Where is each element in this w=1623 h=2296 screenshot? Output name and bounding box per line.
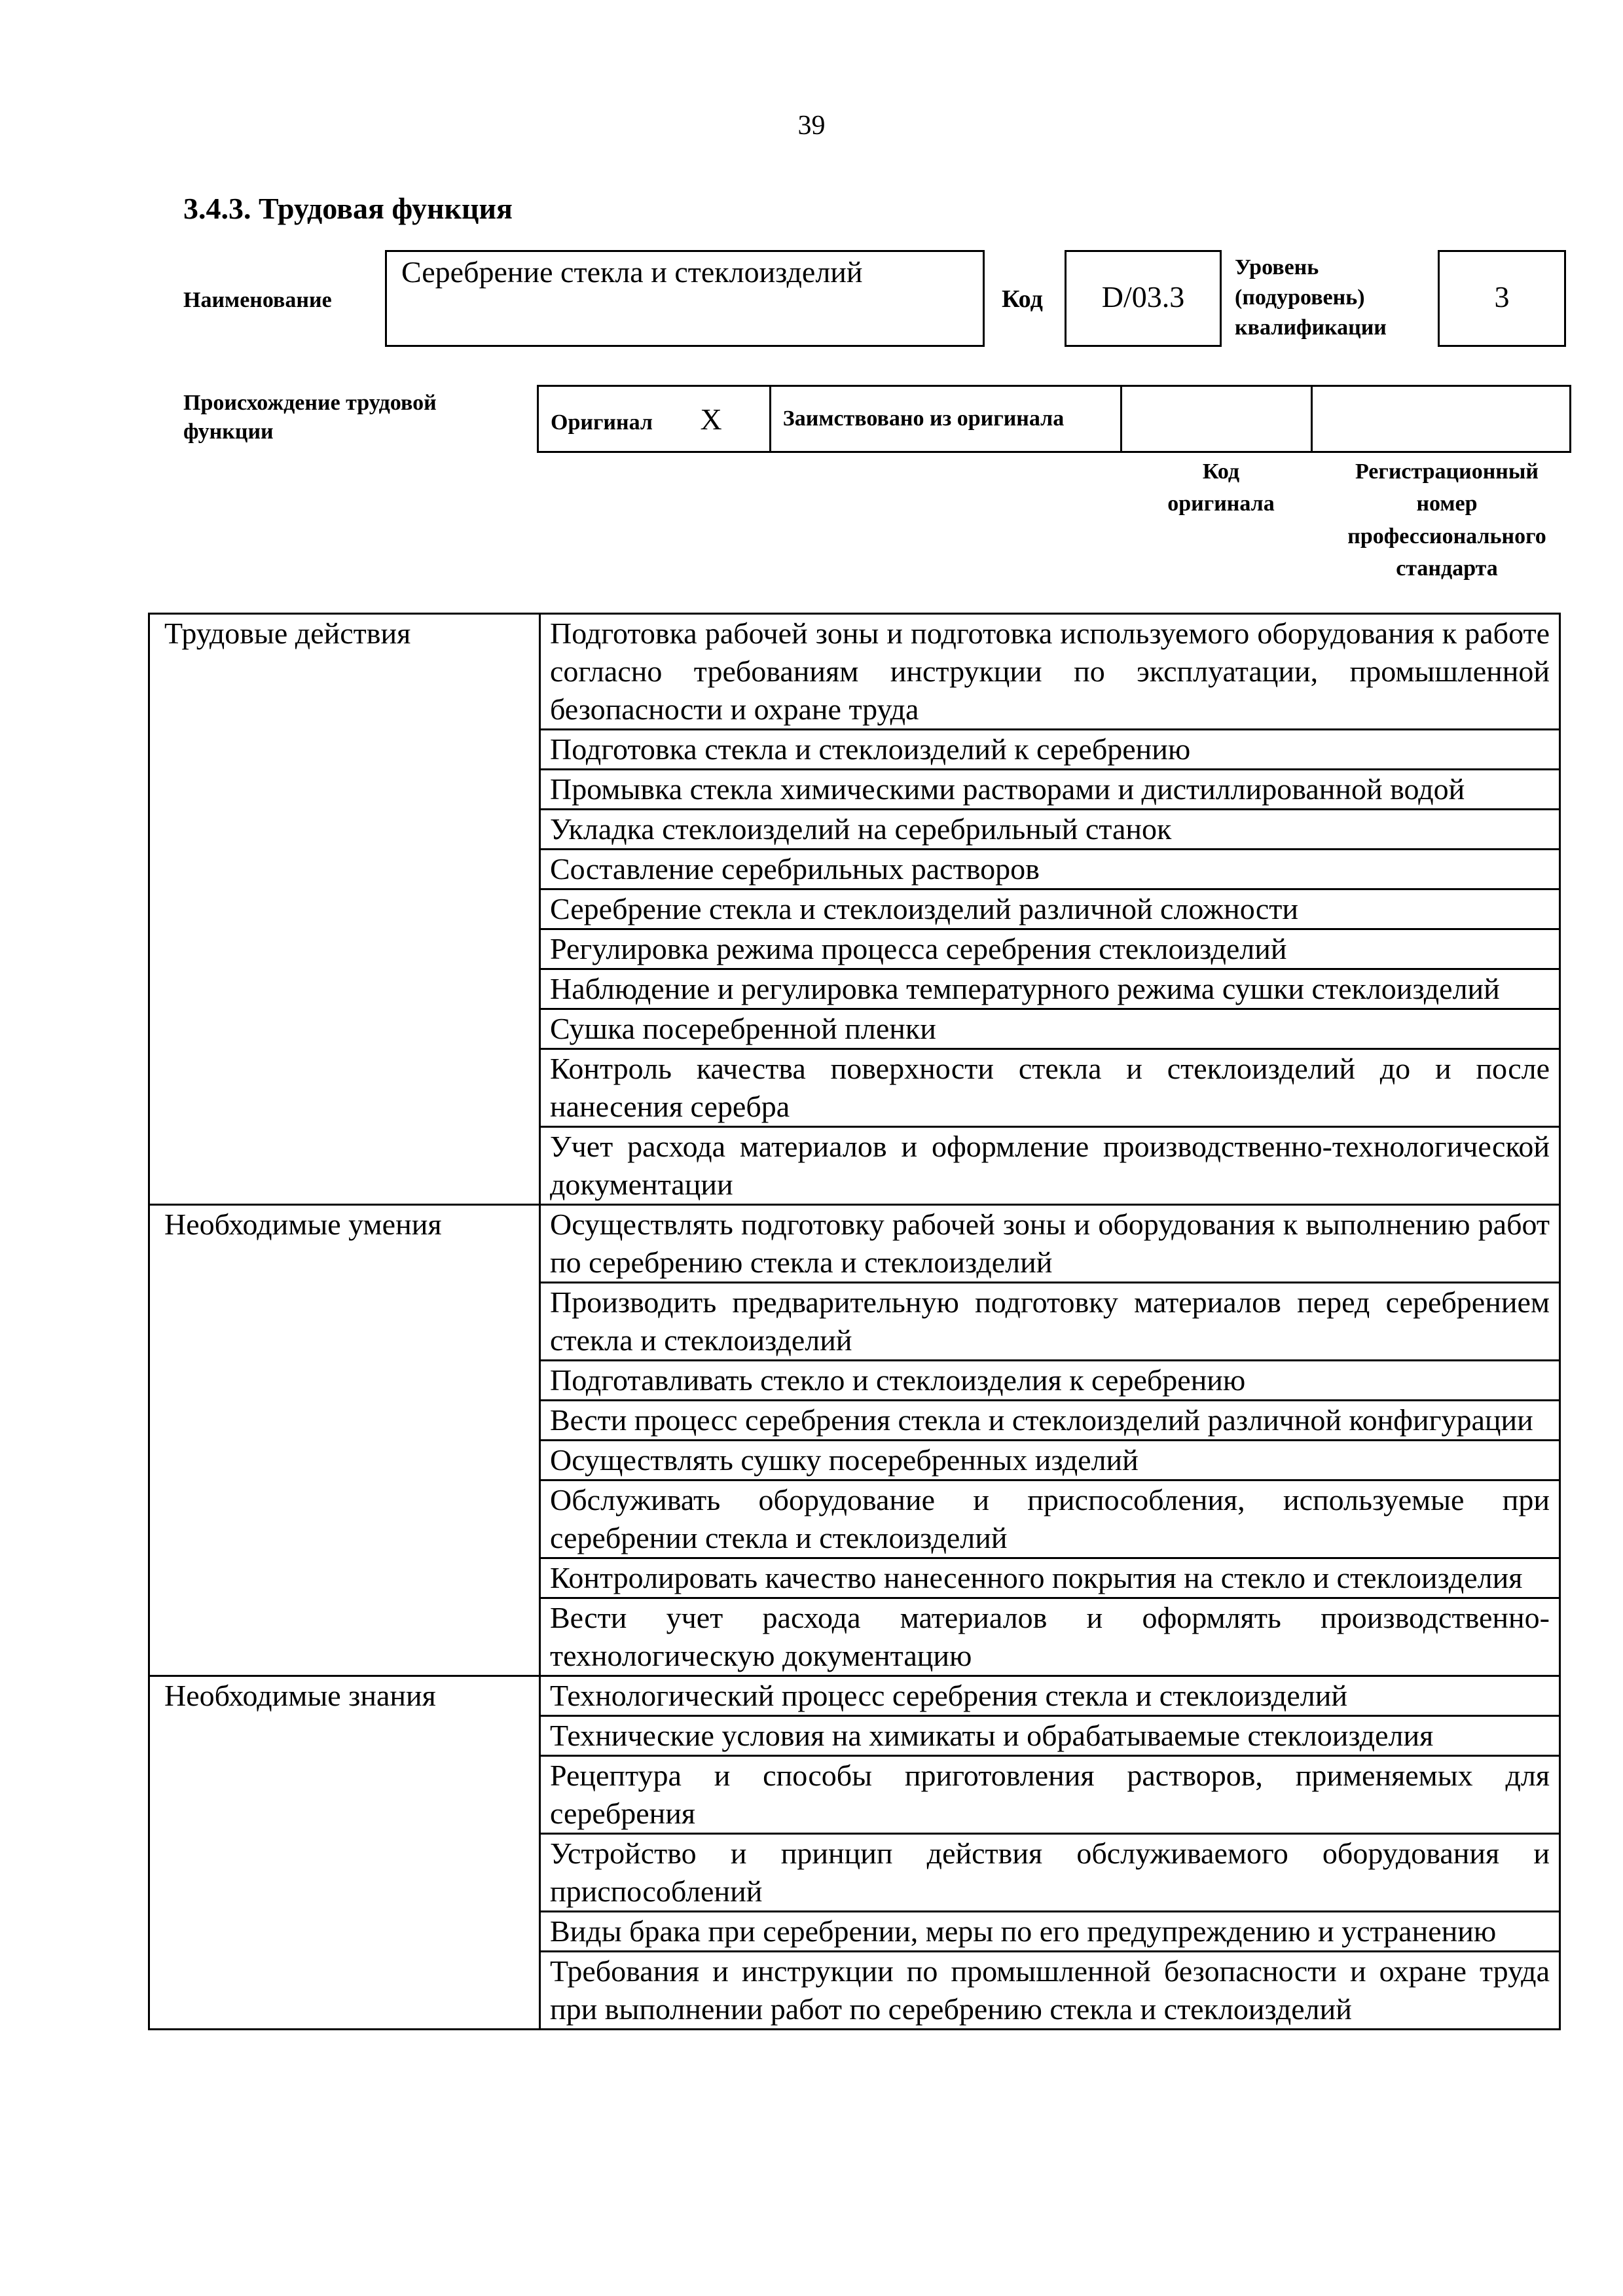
origin-table xyxy=(537,385,1571,453)
original-label: Оригинал xyxy=(551,410,653,435)
registration-number-cell xyxy=(1311,386,1570,452)
section-item: Рецептура и способы приготовления растворов, применяемых для серебрения xyxy=(540,1756,1560,1834)
page-number: 39 xyxy=(797,111,826,141)
section-item: Подготовка рабочей зоны и подготовка используемого оборудования к работе согласно требованиям инструкции по эксплуатации, промышленной безопасности и охране труда xyxy=(540,614,1560,730)
registration-number-caption xyxy=(1316,456,1578,584)
section-item: Подготавливать стекло и стеклоизделия к серебрению xyxy=(540,1361,1560,1401)
section-item: Регулировка режима процесса серебрения стеклоизделий xyxy=(540,929,1560,969)
level-label-line-3: квалификации xyxy=(1235,315,1387,340)
level-label xyxy=(1235,253,1387,343)
table-row xyxy=(149,1676,1560,1716)
level-value-box xyxy=(1438,250,1566,347)
section-item: Контролировать качество нанесенного покрытия на стекло и стеклоизделия xyxy=(540,1558,1560,1598)
section-item: Технические условия на химикаты и обрабатываемые стеклоизделия xyxy=(540,1716,1560,1756)
code-value: D/03.3 xyxy=(1101,280,1185,314)
section-item: Вести процесс серебрения стекла и стеклоизделий различной конфигурации xyxy=(540,1401,1560,1441)
section-item: Устройство и принцип действия обслуживаемого оборудования и приспособлений xyxy=(540,1834,1560,1912)
original-code-cell xyxy=(1122,386,1312,452)
section-item: Виды брака при серебрении, меры по его предупреждению и устранению xyxy=(540,1912,1560,1952)
original-cell xyxy=(538,386,771,452)
section-item: Осуществлять сушку посеребренных изделий xyxy=(540,1441,1560,1480)
section-item: Составление серебрильных растворов xyxy=(540,850,1560,889)
original-code-caption xyxy=(1126,456,1316,520)
level-label-line-2: (подуровень) xyxy=(1235,285,1365,310)
section-item: Сушка посеребренной пленки xyxy=(540,1009,1560,1049)
section-item: Технологический процесс серебрения стекла и стеклоизделий xyxy=(540,1676,1560,1716)
original-mark: X xyxy=(700,402,722,436)
section-item: Серебрение стекла и стеклоизделий различной сложности xyxy=(540,889,1560,929)
section-item: Контроль качества поверхности стекла и стеклоизделий до и после нанесения серебра xyxy=(540,1049,1560,1127)
labor-function-table xyxy=(148,613,1561,2030)
name-label: Наименование xyxy=(183,288,332,312)
origin-label xyxy=(183,389,437,446)
registration-caption-line-1: Регистрационный xyxy=(1355,459,1539,484)
registration-caption-line-3: профессионального xyxy=(1347,524,1546,548)
section-item: Требования и инструкции по промышленной безопасности и охране труда при выполнении работ по серебрению стекла и стеклоизделий xyxy=(540,1952,1560,2030)
section-item: Учет расхода материалов и оформление производственно-технологической документации xyxy=(540,1127,1560,1205)
section-item: Осуществлять подготовку рабочей зоны и оборудования к выполнению работ по серебрению стекла и стеклоизделий xyxy=(540,1205,1560,1283)
table-row xyxy=(149,1205,1560,1283)
table-row xyxy=(149,614,1560,730)
section-heading: Необходимые умения xyxy=(149,1205,540,1676)
origin-label-line-2: функции xyxy=(183,420,274,444)
section-heading: Трудовые действия xyxy=(149,614,540,1205)
code-value-box xyxy=(1065,250,1222,347)
name-value: Серебрение стекла и стеклоизделий xyxy=(401,255,863,289)
section-item: Наблюдение и регулировка температурного режима сушки стеклоизделий xyxy=(540,969,1560,1009)
name-value-box xyxy=(385,250,985,347)
level-label-line-1: Уровень xyxy=(1235,255,1319,279)
origin-label-line-1: Происхождение трудовой xyxy=(183,391,437,415)
original-code-caption-line-1: Код xyxy=(1202,459,1240,484)
section-item: Производить предварительную подготовку материалов перед серебрением стекла и стеклоизделий xyxy=(540,1283,1560,1361)
section-item: Укладка стеклоизделий на серебрильный станок xyxy=(540,810,1560,850)
code-label: Код xyxy=(1002,285,1043,313)
registration-caption-line-2: номер xyxy=(1416,492,1478,516)
level-value: 3 xyxy=(1494,280,1510,314)
section-title: 3.4.3. Трудовая функция xyxy=(183,192,513,225)
original-code-caption-line-2: оригинала xyxy=(1167,492,1275,516)
section-item: Промывка стекла химическими растворами и дистиллированной водой xyxy=(540,770,1560,810)
section-item: Вести учет расхода материалов и оформлять производственно-технологическую документацию xyxy=(540,1598,1560,1676)
section-item: Обслуживать оборудование и приспособления, используемые при серебрении стекла и стеклоизделий xyxy=(540,1480,1560,1558)
section-item: Подготовка стекла и стеклоизделий к серебрению xyxy=(540,730,1560,770)
section-heading: Необходимые знания xyxy=(149,1676,540,2030)
registration-caption-line-4: стандарта xyxy=(1396,556,1498,581)
borrowed-label: Заимствовано из оригинала xyxy=(770,386,1121,452)
